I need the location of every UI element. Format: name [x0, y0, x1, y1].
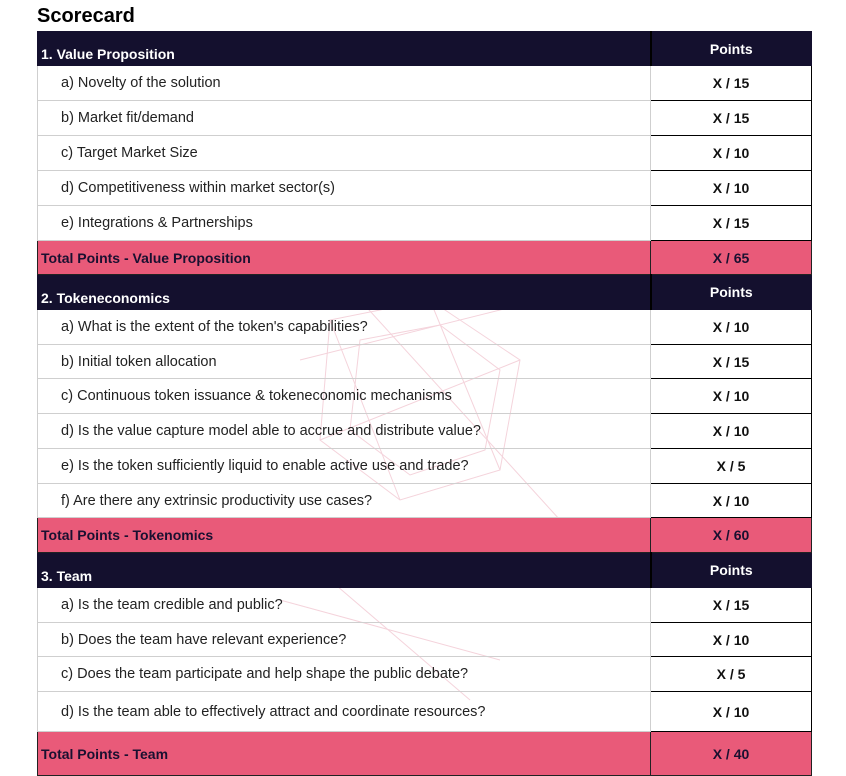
table-row	[38, 484, 812, 518]
criterion-score: X / 10	[651, 623, 812, 657]
section-heading: 1. Value Proposition	[38, 32, 651, 66]
points-column-header: Points	[651, 32, 812, 66]
criterion-score: X / 10	[651, 136, 812, 171]
criterion-label: b) Initial token allocation	[38, 345, 651, 379]
criterion-score: X / 5	[651, 657, 812, 692]
criterion-score: X / 10	[651, 379, 812, 414]
total-label: Total Points - Value Proposition	[38, 241, 651, 275]
criterion-label: f) Are there any extrinsic productivity use cases?	[38, 484, 651, 518]
criterion-score: X / 10	[651, 414, 812, 449]
section-header-row	[38, 553, 812, 588]
table-row	[38, 171, 812, 206]
criterion-score: X / 10	[651, 171, 812, 206]
criterion-score: X / 10	[651, 484, 812, 518]
total-label: Total Points - Tokenomics	[38, 518, 651, 553]
total-row	[38, 518, 812, 553]
criterion-label: c) Continuous token issuance & tokeneconomic mechanisms	[38, 379, 651, 414]
criterion-score: X / 15	[651, 345, 812, 379]
criterion-label: a) What is the extent of the token's capabilities?	[38, 310, 651, 345]
criterion-label: b) Does the team have relevant experience?	[38, 623, 651, 657]
scorecard-table	[37, 31, 811, 776]
table-row	[38, 588, 812, 623]
criterion-score: X / 15	[651, 206, 812, 241]
criterion-score: X / 10	[651, 310, 812, 345]
table-row	[38, 66, 812, 101]
criterion-label: a) Is the team credible and public?	[38, 588, 651, 623]
table-row	[38, 449, 812, 484]
table-row	[38, 136, 812, 171]
criterion-score: X / 10	[651, 692, 812, 732]
criterion-score: X / 15	[651, 101, 812, 136]
total-row	[38, 732, 812, 776]
table-row	[38, 692, 812, 732]
table-row	[38, 414, 812, 449]
criterion-label: b) Market fit/demand	[38, 101, 651, 136]
points-column-header: Points	[651, 553, 812, 588]
criterion-label: e) Integrations & Partnerships	[38, 206, 651, 241]
criterion-score: X / 15	[651, 66, 812, 101]
criterion-score: X / 15	[651, 588, 812, 623]
section-heading: 2. Tokeneconomics	[38, 275, 651, 310]
table-row	[38, 657, 812, 692]
criterion-label: d) Is the team able to effectively attract and coordinate resources?	[38, 692, 651, 732]
table-row	[38, 379, 812, 414]
criterion-label: d) Is the value capture model able to accrue and distribute value?	[38, 414, 651, 449]
criterion-label: c) Does the team participate and help shape the public debate?	[38, 657, 651, 692]
page-title: Scorecard	[37, 5, 135, 27]
section-heading: 3. Team	[38, 553, 651, 588]
total-score: X / 60	[651, 518, 812, 553]
table-row	[38, 310, 812, 345]
criterion-label: d) Competitiveness within market sector(s)	[38, 171, 651, 206]
criterion-score: X / 5	[651, 449, 812, 484]
total-score: X / 65	[651, 241, 812, 275]
total-label: Total Points - Team	[38, 732, 651, 776]
table-row	[38, 206, 812, 241]
table-row	[38, 101, 812, 136]
criterion-label: a) Novelty of the solution	[38, 66, 651, 101]
table-row	[38, 345, 812, 379]
criterion-label: c) Target Market Size	[38, 136, 651, 171]
points-column-header: Points	[651, 275, 812, 310]
criterion-label: e) Is the token sufficiently liquid to enable active use and trade?	[38, 449, 651, 484]
section-header-row	[38, 275, 812, 310]
total-row	[38, 241, 812, 275]
table-row	[38, 623, 812, 657]
total-score: X / 40	[651, 732, 812, 776]
section-header-row	[38, 32, 812, 66]
